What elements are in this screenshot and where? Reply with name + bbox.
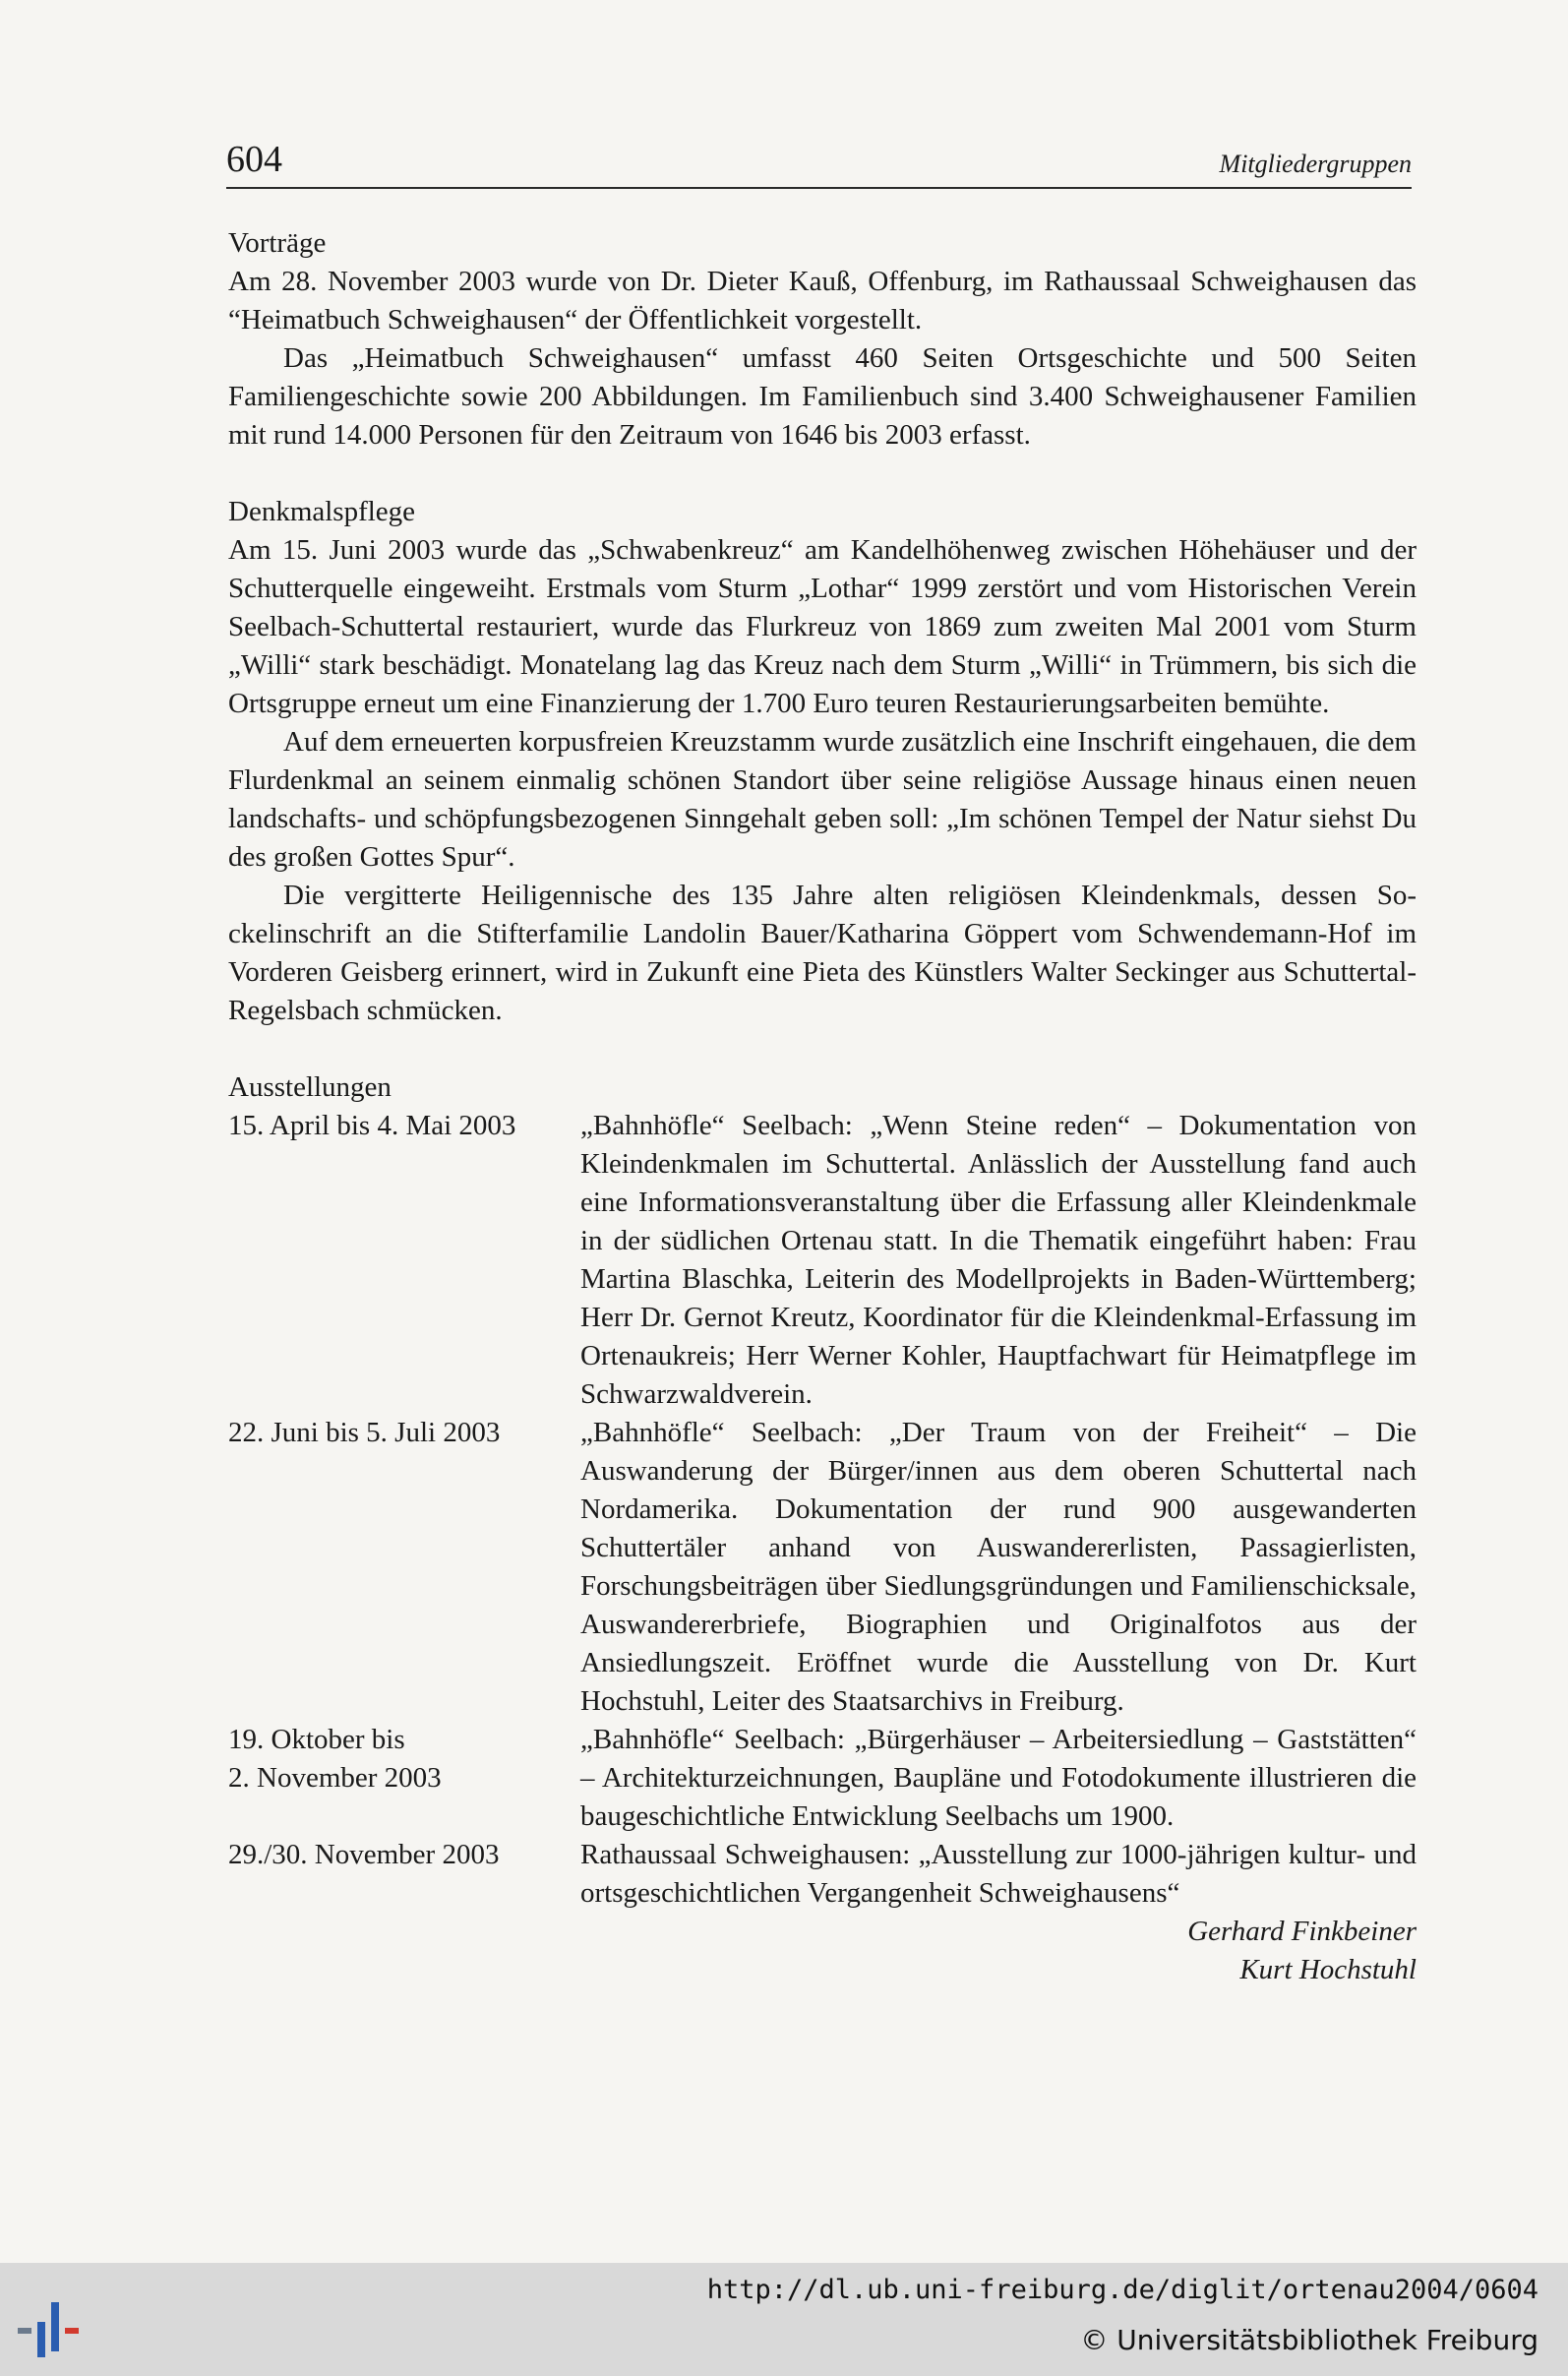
library-logo-icon: [18, 2302, 106, 2357]
author-signature: [228, 1913, 1417, 1989]
exhibition-date-line: 2. November 2003: [228, 1762, 442, 1794]
section-heading-ausstellungen: Ausstellungen: [228, 1071, 392, 1103]
author-name: Kurt Hochstuhl: [1239, 1954, 1417, 1985]
exhibition-description: Rathaussaal Schweighausen: „Ausstellung zur 1000-jährigen kultur- und ortsgeschichtlichen Vergangenheit Schweighausens“: [580, 1839, 1417, 1909]
paragraph: Am 15. Juni 2003 wurde das „Schwabenkreuz“ am Kandelhöhenweg zwischen Höhehäuser und der Schutterquelle eingeweiht. Erstmals vom Sturm „Lothar“ 1999 zerstört und vom Historischen Verein Seelbach-Schuttertal restauriert, wurde das Flurkreuz von 1869 zum zweiten Mal 2001 vom Sturm „Willi“ stark beschädigt. Monatelang lag das Kreuz nach dem Sturm „Willi“ in Trümmern, bis sich die Ortsgruppe erneut um eine Finanzierung der 1.700 Euro teuren Restaurierungsarbeiten bemühte.: [228, 534, 1417, 719]
paragraph: Das „Heimatbuch Schweighausen“ umfasst 460 Seiten Ortsgeschichte und 500 Seiten Familiengeschichte sowie 200 Abbildungen. Im Familienbuch sind 3.400 Schweighausener Familien mit rund 14.000 Personen für den Zeitraum von 1646 bis 2003 erfasst.: [228, 342, 1417, 451]
exhibition-date: [228, 1721, 580, 1836]
section-heading-denkmalspflege: Denkmalspflege: [228, 496, 416, 527]
paragraph: Die vergitterte Heiligennische des 135 Jahre alten religiösen Kleindenkmals, dessen Sockelinschrift an die Stifterfamilie Landolin Bauer/Katharina Göppert vom Schwendemann-Hof im Vorderen Geisberg erinnert, wird in Zukunft eine Pieta des Künstlers Walter Seckinger aus Schuttertal-Regelsbach schmücken.: [228, 880, 1417, 1026]
paragraph: Am 28. November 2003 wurde von Dr. Dieter Kauß, Offenburg, im Rathaussaal Schweighausen das “Heimatbuch Schweighausen“ der Öffentlichkeit vorgestellt.: [228, 266, 1417, 335]
library-footer: [0, 2263, 1568, 2376]
exhibition-description: „Bahnhöfle“ Seelbach: „Wenn Steine reden“ – Dokumentation von Kleindenkmalen im Schuttertal. Anlässlich der Ausstellung fand auch eine Informationsveranstaltung über die Erfassung aller Kleindenkmale in der südlichen Ortenau statt. In die Thematik eingeführt haben: Frau Martina Blaschka, Leiterin des Modellprojekts in Baden-Württemberg; Herr Dr. Gernot Kreutz, Koordinator für die Kleindenkmal-Erfassung im Ortenaukreis; Herr Werner Kohler, Hauptfachwart für Heimatpflege im Schwarzwaldverein.: [580, 1110, 1417, 1410]
exhibition-entry: [228, 1836, 1417, 1913]
section-heading-vortraege: Vorträge: [228, 227, 327, 259]
exhibition-description: „Bahnhöfle“ Seelbach: „Der Traum von der Freiheit“ – Die Auswanderung der Bürger/innen aus dem oberen Schuttertal nach Nordamerika. Dokumentation der rund 900 ausgewanderten Schuttertäler anhand von Auswandererlisten, Passagierlisten, Forschungsbeiträgen über Siedlungsgründungen und Familienschicksale, Auswandererbriefe, Biographien und Originalfotos aus der Ansiedlungszeit. Eröffnet wurde die Ausstellung von Dr. Kurt Hochstuhl, Leiter des Staatsarchivs in Freiburg.: [580, 1417, 1417, 1717]
exhibition-entry: [228, 1721, 1417, 1836]
copyright-notice: © Universitätsbibliothek Freiburg: [1080, 2324, 1538, 2356]
page-body: [228, 224, 1417, 1989]
page-number: 604: [226, 139, 282, 180]
exhibition-date-line: 19. Oktober bis: [228, 1724, 405, 1755]
exhibition-date: 22. Juni bis 5. Juli 2003: [228, 1417, 501, 1448]
source-url-link[interactable]: http://dl.ub.uni-freiburg.de/diglit/ortenau2004/0604: [706, 2275, 1538, 2305]
paragraph: Auf dem erneuerten korpusfreien Kreuzstamm wurde zusätzlich eine Inschrift eingehauen, die dem Flurdenkmal an seinem einmalig schönen Standort über seine religiöse Aussage hinaus einen neuen landschafts- und schöpfungsbezogenen Sinngehalt geben soll: „Im schönen Tempel der Natur siehst Du des großen Gottes Spur“.: [228, 726, 1417, 873]
exhibition-date: 15. April bis 4. Mai 2003: [228, 1110, 516, 1141]
exhibition-entry: [228, 1414, 1417, 1721]
exhibition-description: „Bahnhöfle“ Seelbach: „Bürgerhäuser – Arbeitersiedlung – Gaststätten“ – Architekturzeichnungen, Baupläne und Fotodokumente illustrieren die baugeschichtliche Entwicklung Seelbachs um 1900.: [580, 1724, 1417, 1832]
exhibition-date: 29./30. November 2003: [228, 1839, 500, 1870]
author-name: Gerhard Finkbeiner: [1187, 1916, 1417, 1947]
page-header: [226, 136, 1412, 189]
exhibition-entry: [228, 1107, 1417, 1414]
running-head: Mitgliedergruppen: [1219, 150, 1412, 178]
